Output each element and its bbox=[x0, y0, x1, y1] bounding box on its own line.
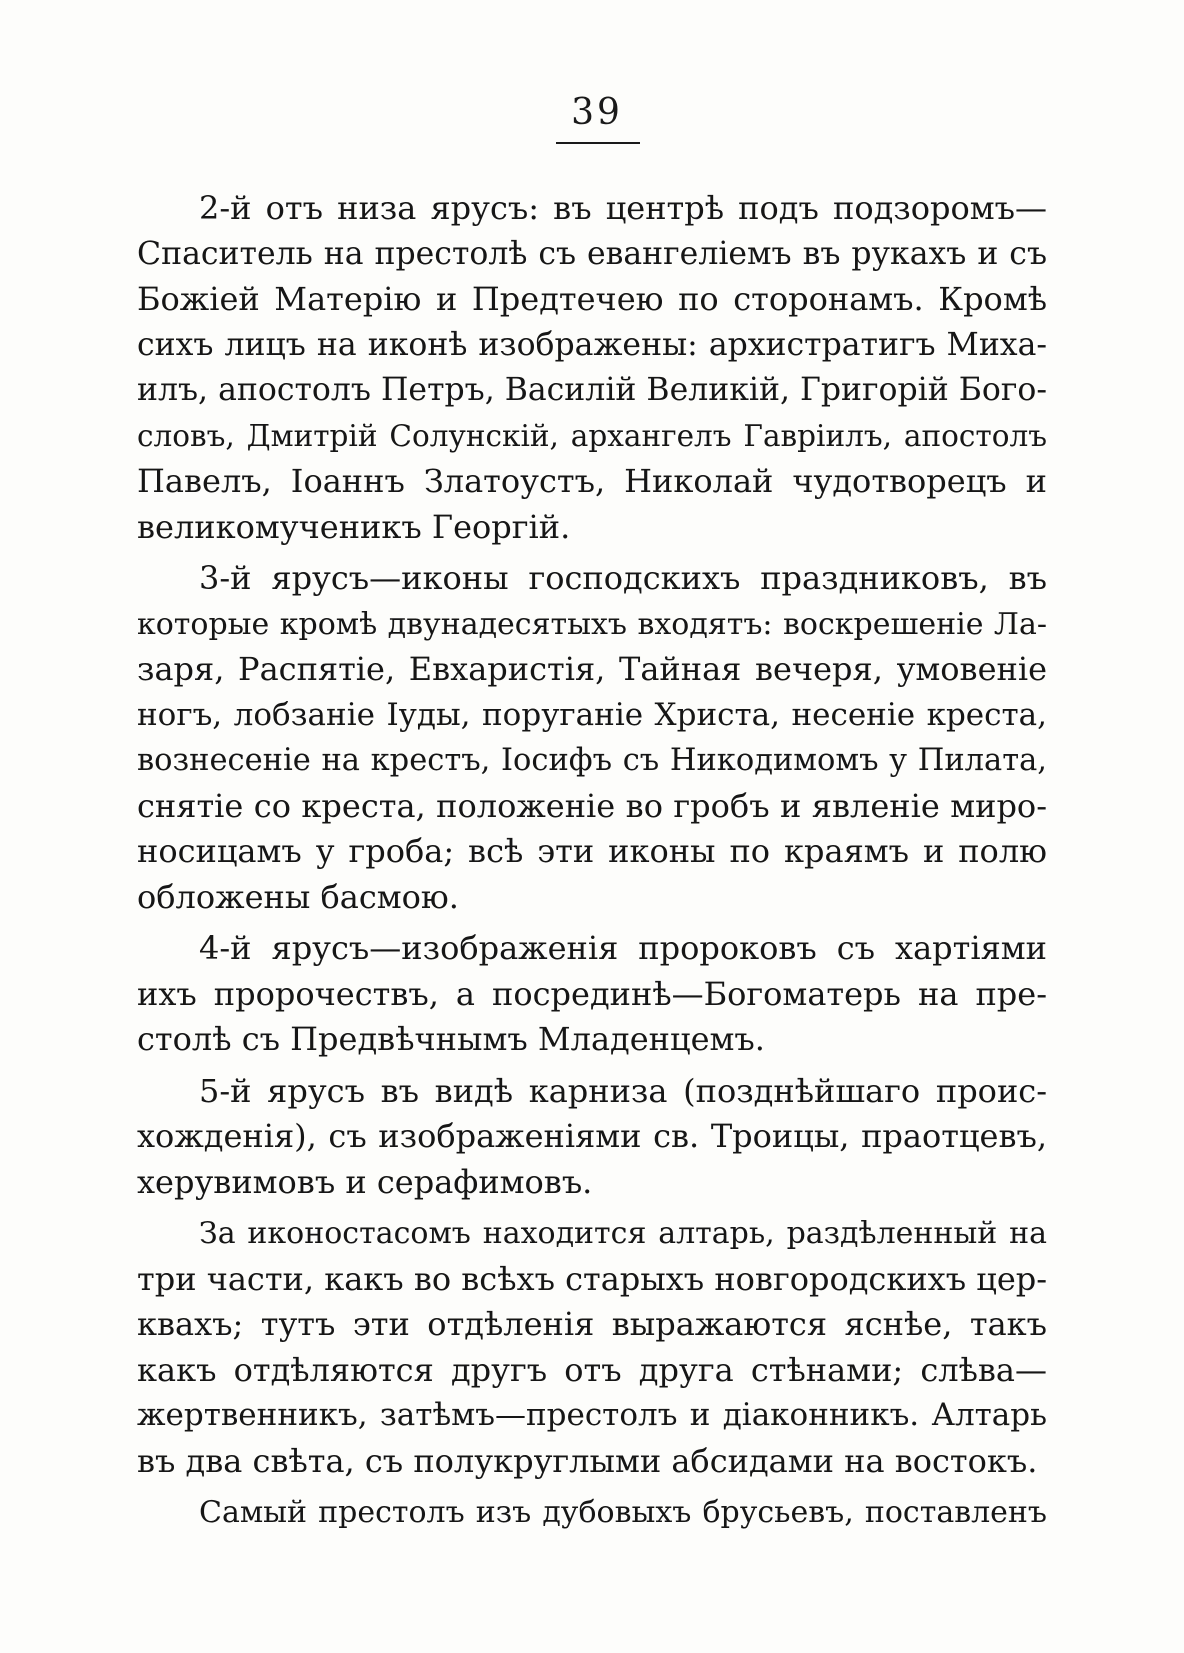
text-line: хожденія), съ изображеніями св. Троицы, праотцевъ, bbox=[137, 1117, 1047, 1155]
text-line: жертвенникъ, затѣмъ—престолъ и діаконникъ. Алтарь bbox=[137, 1397, 1047, 1433]
text-line: херувимовъ и серафимовъ. bbox=[137, 1162, 593, 1201]
text-line: 4-й ярусъ—изображенія пророковъ съ хартіями bbox=[199, 929, 1047, 967]
text-line: носицамъ у гроба; всѣ эти иконы по краямъ и полю bbox=[137, 832, 1047, 870]
text-line: столѣ съ Предвѣчнымъ Младенцемъ. bbox=[137, 1020, 765, 1058]
text-line: ногъ, лобзаніе Іуды, поруганіе Христа, несеніе креста, bbox=[137, 696, 1047, 733]
text-line: Павелъ, Іоаннъ Златоустъ, Николай чудотворецъ и bbox=[137, 462, 1047, 500]
text-line: Спаситель на престолѣ съ евангеліемъ въ рукахъ и съ bbox=[137, 235, 1047, 272]
text-line: сихъ лицъ на иконѣ изображены: архистратигъ Миха- bbox=[137, 326, 1047, 363]
text-line: словъ, Дмитрій Солунскій, архангелъ Гавріилъ, апостолъ bbox=[137, 418, 1047, 453]
page-number-rule bbox=[556, 142, 640, 144]
text-line: въ два свѣта, съ полукруглыми абсидами на востокъ. bbox=[137, 1441, 1038, 1480]
text-line: три части, какъ во всѣхъ старыхъ новгородскихъ цер- bbox=[137, 1259, 1047, 1298]
text-line: которые кромѣ двунадесятыхъ входятъ: воскрешеніе Ла- bbox=[137, 606, 1047, 642]
text-line: Самый престолъ изъ дубовыхъ брусьевъ, поставленъ bbox=[199, 1495, 1047, 1530]
text-line: илъ, апостолъ Петръ, Василій Великій, Григорій Бого- bbox=[137, 372, 1047, 408]
text-line: какъ отдѣляются другъ отъ друга стѣнами; слѣва— bbox=[137, 1350, 1047, 1389]
text-line: За иконостасомъ находится алтарь, раздѣленный на bbox=[199, 1216, 1047, 1251]
text-line: 5-й ярусъ въ видѣ карниза (позднѣйшаго проис- bbox=[199, 1071, 1047, 1110]
text-line: обложены басмою. bbox=[137, 877, 459, 916]
text-line: заря, Распятіе, Евхаристія, Тайная вечеря, умовеніе bbox=[137, 650, 1047, 688]
text-line: Божіей Матерію и Предтечею по сторонамъ. Кромѣ bbox=[137, 280, 1047, 318]
text-line: 2-й отъ низа ярусъ: въ центрѣ подъ подзоромъ— bbox=[199, 189, 1047, 227]
text-line: ихъ пророчествъ, а посрединѣ—Богоматерь на пре- bbox=[137, 974, 1047, 1013]
text-line: великомученикъ Георгій. bbox=[137, 507, 571, 546]
text-line: квахъ; тутъ эти отдѣленія выражаются яснѣе, такъ bbox=[137, 1305, 1047, 1343]
text-line: снятіе со креста, положеніе во гробъ и явленіе миро- bbox=[137, 786, 1047, 825]
text-line: 3-й ярусъ—иконы господскихъ праздниковъ, въ bbox=[199, 559, 1047, 597]
page-number: 39 bbox=[571, 92, 623, 133]
text-line: вознесеніе на крестъ, Іосифъ съ Никодимомъ у Пилата, bbox=[137, 743, 1047, 778]
body-text bbox=[137, 186, 1047, 1536]
